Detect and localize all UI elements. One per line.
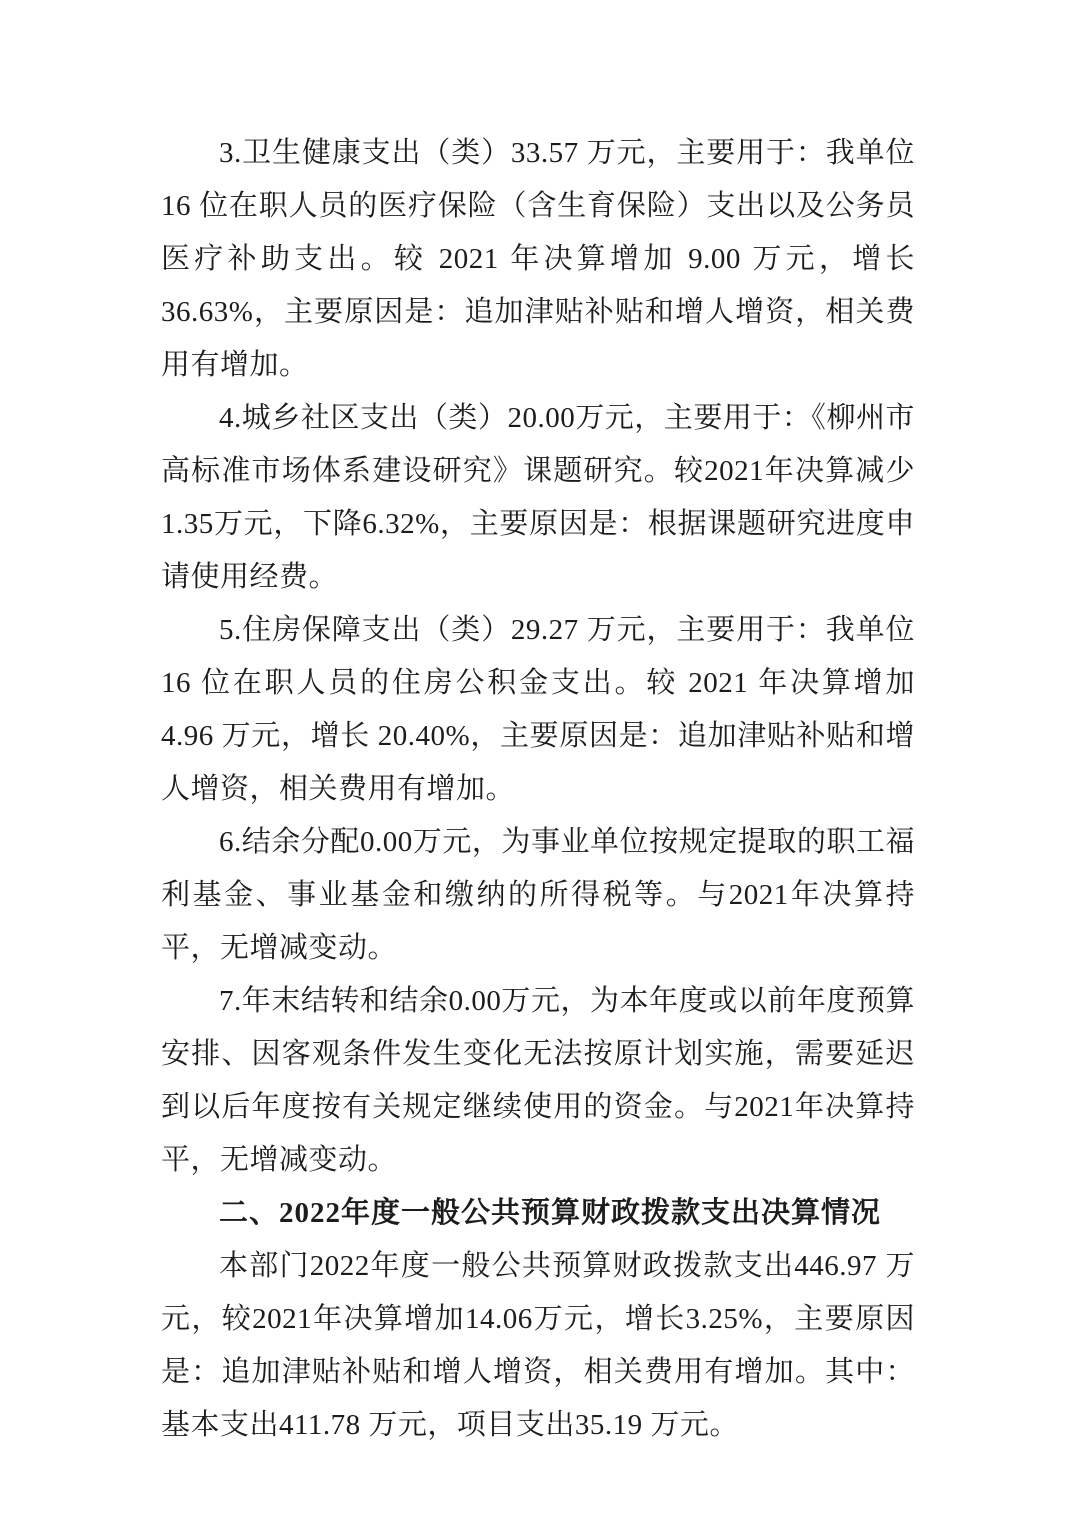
paragraph-year-end-carryover: 7.年末结转和结余0.00万元，为本年度或以前年度预算安排、因客观条件发生变化无法按原计划实施，需要延迟到以后年度按有关规定继续使用的资金。与2021年决算持平，无增减变动。 — [161, 985, 915, 1176]
paragraph-budget-expenditure-summary: 本部门2022年度一般公共预算财政拨款支出446.97 万元，较2021年决算增加14.06万元，增长3.25%，主要原因是：追加津贴补贴和增人增资，相关费用有增加。其中：基本支出411.78 万元，项目支出35.19 万元。 — [161, 1250, 915, 1441]
paragraph-health-expenditure: 3.卫生健康支出（类）33.57 万元，主要用于：我单位 16 位在职人员的医疗保险（含生育保险）支出以及公务员医疗补助支出。较 2021 年决算增加 9.00 万元，增长 36.63%，主要原因是：追加津贴补贴和增人增资，相关费用有增加。 — [161, 137, 915, 381]
paragraph-urban-rural-community-expenditure: 4.城乡社区支出（类）20.00万元，主要用于：《柳州市高标准市场体系建设研究》课题研究。较2021年决算减少1.35万元，下降6.32%，主要原因是：根据课题研究进度申请使用经费。 — [161, 402, 915, 593]
paragraph-housing-security-expenditure: 5.住房保障支出（类）29.27 万元，主要用于：我单位 16 位在职人员的住房公积金支出。较 2021 年决算增加 4.96 万元，增长 20.40%，主要原因是：追加津贴补贴和增人增资，相关费用有增加。 — [161, 614, 915, 805]
paragraph-surplus-distribution: 6.结余分配0.00万元，为事业单位按规定提取的职工福利基金、事业基金和缴纳的所得税等。与2021年决算持平，无增减变动。 — [161, 826, 915, 964]
section-heading-general-public-budget-expenditure: 二、2022年度一般公共预算财政拨款支出决算情况 — [219, 1197, 882, 1229]
